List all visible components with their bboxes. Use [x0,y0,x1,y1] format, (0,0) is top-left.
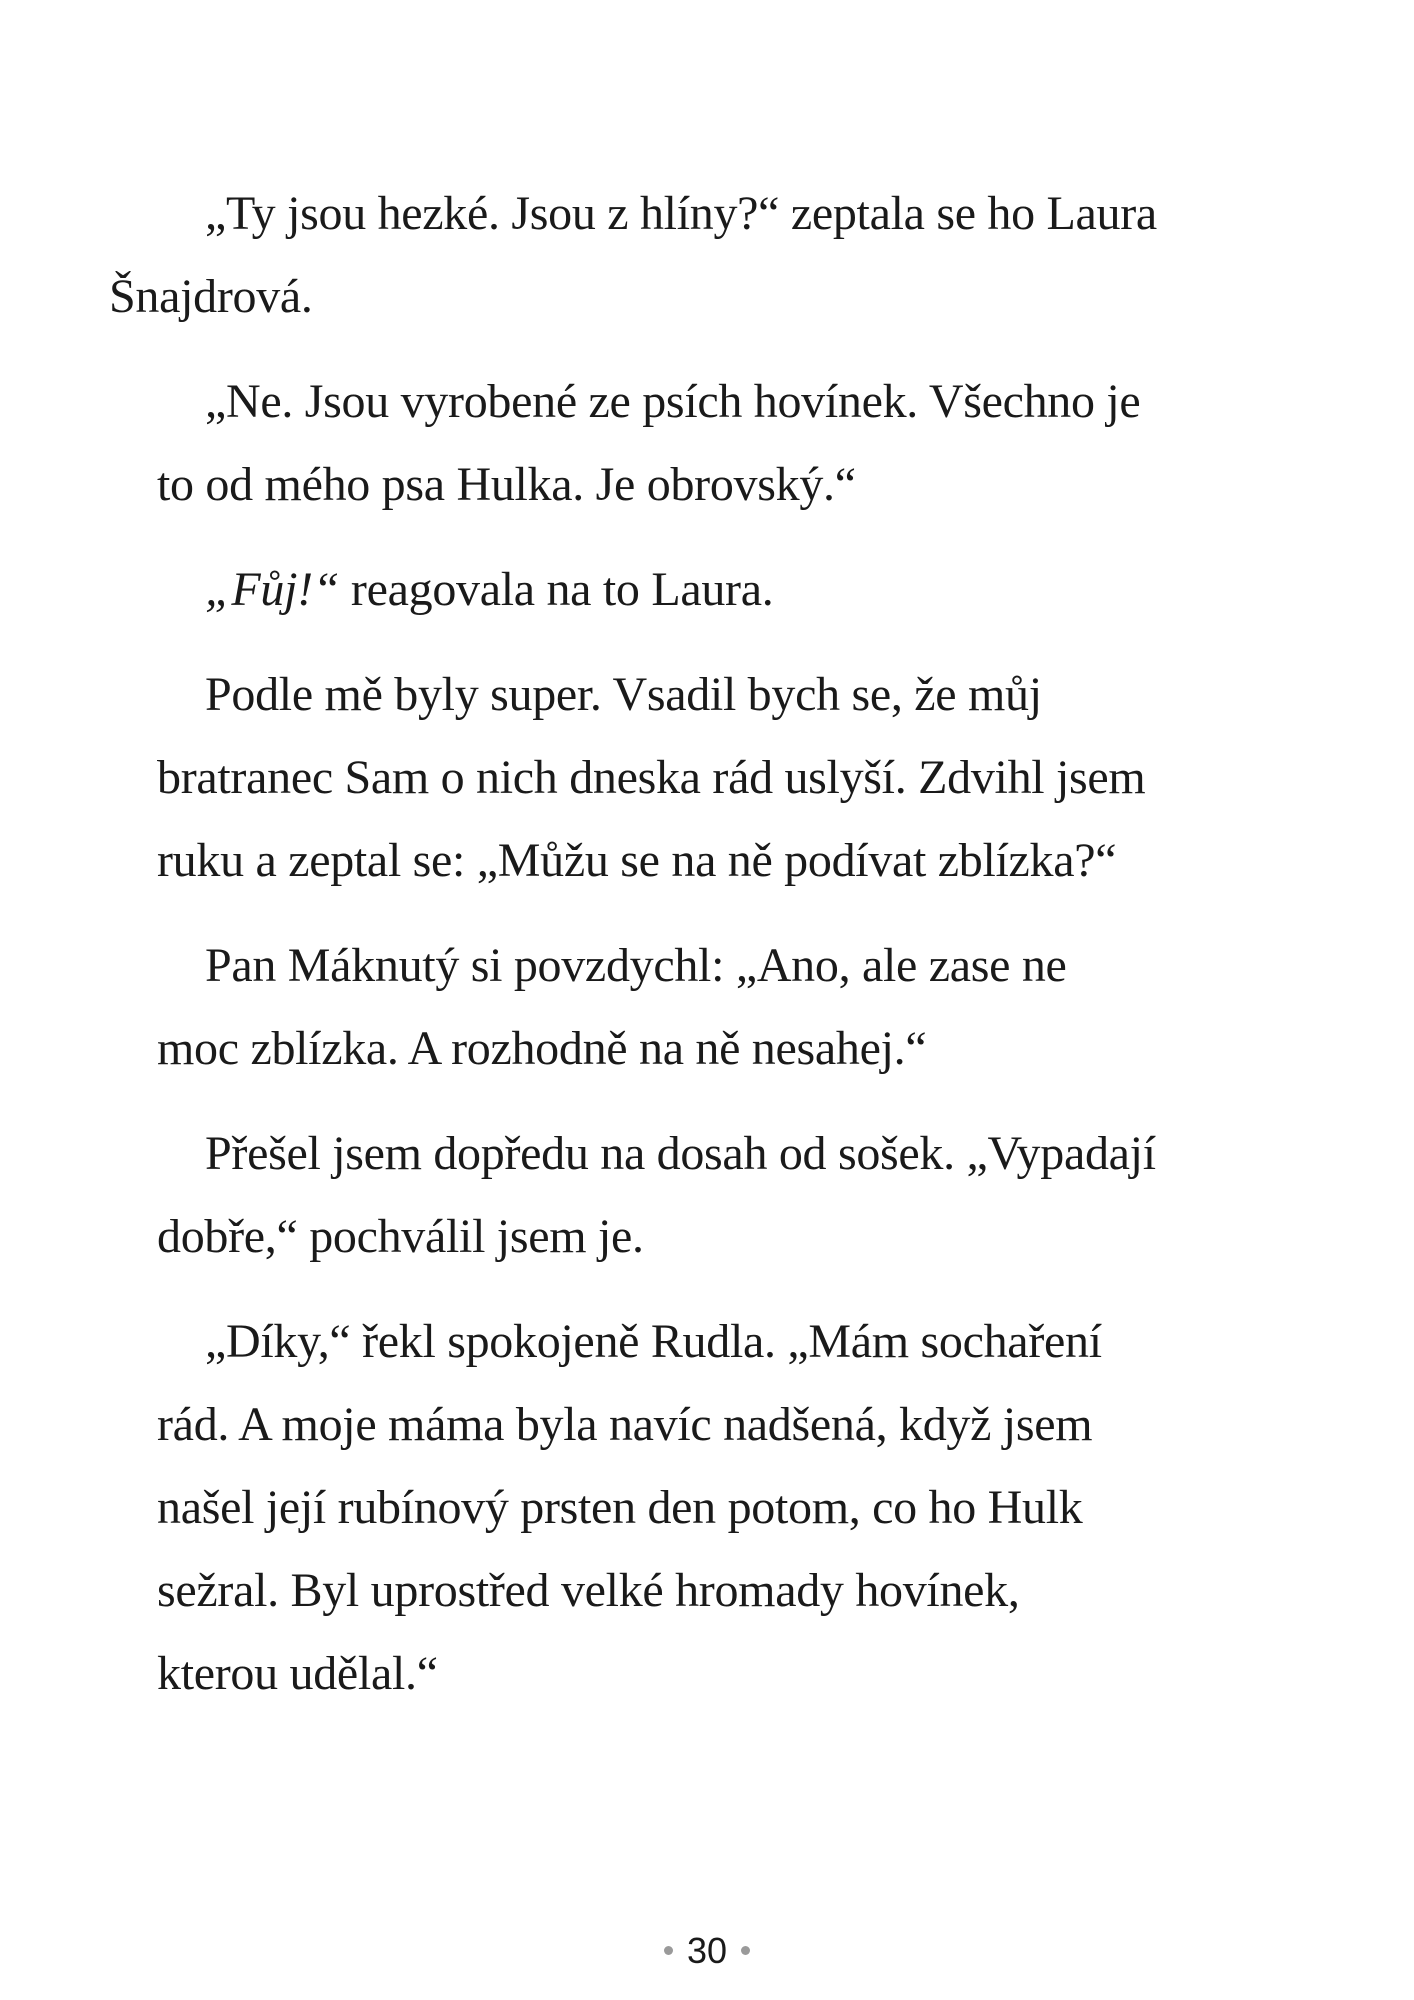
text-line: „Ne. Jsou vyrobené ze psích hovínek. Všechno je [205,375,1141,428]
bullet-dot-icon [664,1946,673,1955]
text-line: dobře,“ pochválil jsem je. [157,1210,644,1263]
text-line: „Ty jsou hezké. Jsou z hlíny?“ zeptala se ho Laura [205,187,1157,240]
paragraph [157,548,1237,631]
text-line: Přešel jsem dopředu na dosah od sošek. „Vypadají [205,1127,1156,1180]
page-number: 30 [686,1930,728,1971]
text-line: Podle mě byly super. Vsadil bych se, že můj [205,668,1042,721]
paragraph [157,360,1237,526]
text-line [157,548,1237,631]
text-line: našel její rubínový prsten den potom, co ho Hulk [157,1481,1083,1534]
text-line: kterou udělal.“ [157,1647,438,1700]
text-line: ruku a zeptal se: „Můžu se na ně podívat zblízka?“ [157,834,1117,887]
text-line: „Díky,“ řekl spokojeně Rudla. „Mám sochaření [205,1315,1102,1368]
paragraph [157,924,1237,1090]
bullet-dot-icon [741,1946,750,1955]
text-line: bratranec Sam o nich dneska rád uslyší. Zdvihl jsem [157,751,1146,804]
text-line: rád. A moje máma byla navíc nadšená, když jsem [157,1398,1093,1451]
text-line: sežral. Byl uprostřed velké hromady hovínek, [157,1564,1020,1617]
text-line: moc zblízka. A rozhodně na ně nesahej.“ [157,1022,927,1075]
paragraph [157,1112,1237,1278]
paragraph [109,172,1237,338]
page-text [109,172,1237,1737]
text-line: to od mého psa Hulka. Je obrovský.“ [157,458,856,511]
paragraph [157,1300,1237,1715]
text-fragment: reagovala na to Laura. [339,563,774,616]
text-line: Pan Máknutý si povzdychl: „Ano, ale zase ne [205,939,1067,992]
text-line: Šnajdrová. [109,270,313,323]
page-number-footer [0,1930,1414,1972]
italic-exclamation: „Fůj!“ [205,563,340,616]
paragraph [157,653,1237,902]
